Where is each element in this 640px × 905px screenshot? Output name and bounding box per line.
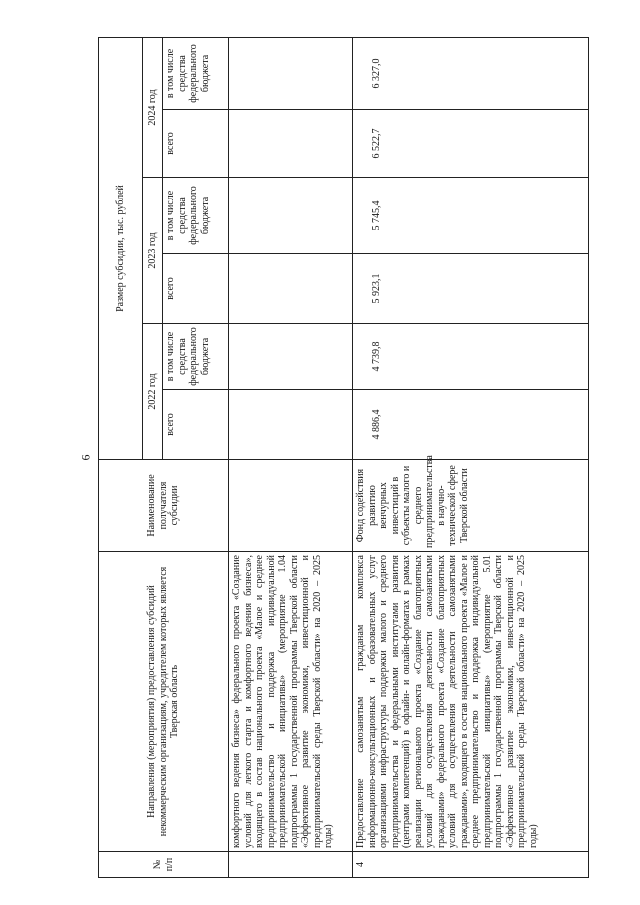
header-2023-federal: в том числе средства федерального бюджета (163, 178, 229, 254)
table-row (229, 37, 353, 877)
row-2024-total (229, 110, 353, 178)
row-recipient: Фонд содействия развитию венчурных инвестиций в субъекты малого и среднего предпринимательства в научно-технической сфере Тверской области (353, 460, 589, 552)
rotated-table-frame (98, 38, 593, 878)
row-recipient (229, 460, 353, 552)
row-num (229, 852, 353, 878)
header-direction: Направления (мероприятия) предоставления субсидий некоммерческим организациям, учредителем которых является Тверская область (99, 552, 229, 852)
header-year-2023: 2023 год (143, 178, 163, 324)
row-2024-federal: 6 327,0 (353, 37, 589, 109)
subsidy-table (98, 37, 589, 878)
row-num: 4 (353, 852, 589, 878)
row-2023-total: 5 923,1 (353, 254, 589, 324)
row-2024-total: 6 522,7 (353, 110, 589, 178)
header-2022-federal: в том числе средства федерального бюджета (163, 324, 229, 390)
page-number: 6 (78, 454, 93, 461)
row-2022-total: 4 886,4 (353, 390, 589, 460)
header-2022-total: всего (163, 390, 229, 460)
row-direction: Предоставление самозанятым гражданам комплекса информационно-консультационных и образовательных услуг организациями инфраструктуры поддержки малого и среднего предпринимательства и федеральными институтами развития (центрами компетенций) в офлайн- и онлайн-форматах в рамках реализации регионального проекта «Создание благоприятных условий для осуществления деятельности самозанятыми гражданами» федерального проекта «Создание благоприятных условий для осуществления деятельности самозанятыми гражданами», входящего в состав национального проекта «Малое и среднее предпринимательство и поддержка индивидуальной предпринимательской инициативы» (мероприятие 5.01 подпрограммы 1 государственной программы Тверской области «Эффективное развитие экономики, инвестиционной и предпринимательской среды Тверской области» на 2020 – 2025 годы) (353, 552, 589, 852)
row-2023-total (229, 254, 353, 324)
row-2022-federal (229, 324, 353, 390)
header-year-2024: 2024 год (143, 37, 163, 177)
header-recipient: Наименование получателя субсидии (99, 460, 229, 552)
row-direction: комфортного ведения бизнеса» федерального проекта «Создание условий для легкого старта и комфортного ведения бизнеса», входящего в состав национального проекта «Малое и среднее предпринимательство и поддержка индивидуальной предпринимательской инициативы» (мероприятие 1.04 подпрограммы 1 государственной программы Тверской области «Эффективное развитие экономики, инвестиционной и предпринимательской среды Тверской области» на 2020 – 2025 годы) (229, 552, 353, 852)
header-2024-total: всего (163, 110, 229, 178)
row-2023-federal: 5 745,4 (353, 178, 589, 254)
header-year-2022: 2022 год (143, 324, 163, 460)
header-2024-federal: в том числе средства федерального бюджета (163, 37, 229, 109)
header-amount: Размер субсидии, тыс. рублей (99, 37, 143, 459)
row-2024-federal (229, 37, 353, 109)
row-2022-federal: 4 739,8 (353, 324, 589, 390)
table-row (353, 37, 589, 877)
row-2023-federal (229, 178, 353, 254)
header-num: № п/п (99, 852, 229, 878)
header-2023-total: всего (163, 254, 229, 324)
row-2022-total (229, 390, 353, 460)
